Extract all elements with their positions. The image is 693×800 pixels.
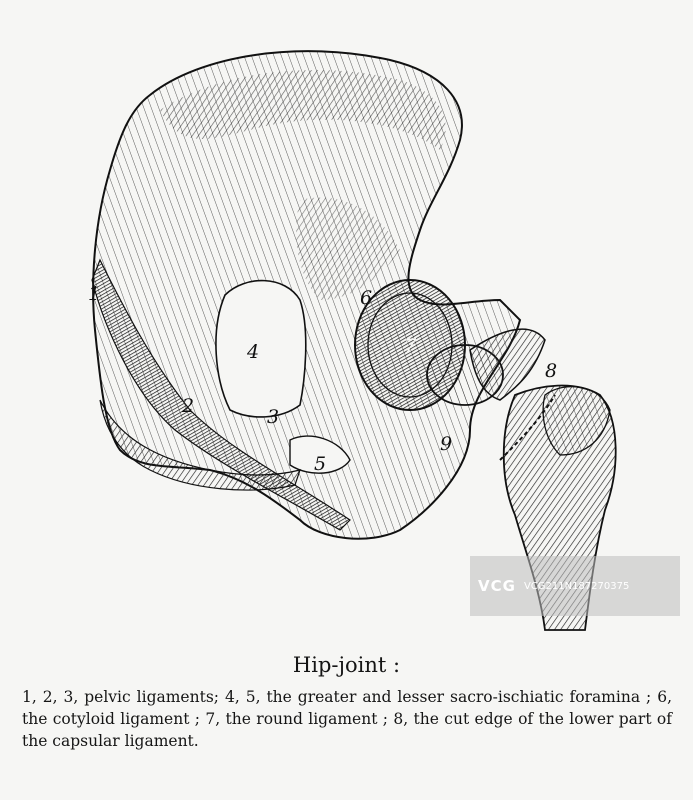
label-9: 9 xyxy=(440,433,453,455)
label-3: 3 xyxy=(267,406,280,428)
label-2: 2 xyxy=(182,395,195,417)
label-1: 1 xyxy=(88,283,101,305)
caption-title: Hip-joint : xyxy=(292,653,401,677)
label-7: 7 xyxy=(404,335,417,357)
caption-body: 1, 2, 3, pelvic ligaments; 4, 5, the greater and lesser sacro-ischiatic foramina ; 6, the cotyloid ligament ; 7, the round ligament ; 8, the cut edge of the lower part of the capsular ligament. xyxy=(22,688,672,750)
watermark-id: VCG211N187270375 xyxy=(523,580,630,592)
vcg-watermark xyxy=(470,556,680,616)
label-5: 5 xyxy=(314,453,327,475)
greater-foramen xyxy=(216,281,306,417)
watermark-brand: VCG xyxy=(478,577,516,595)
label-8: 8 xyxy=(545,360,558,382)
label-4: 4 xyxy=(247,341,260,363)
label-6: 6 xyxy=(360,287,373,309)
